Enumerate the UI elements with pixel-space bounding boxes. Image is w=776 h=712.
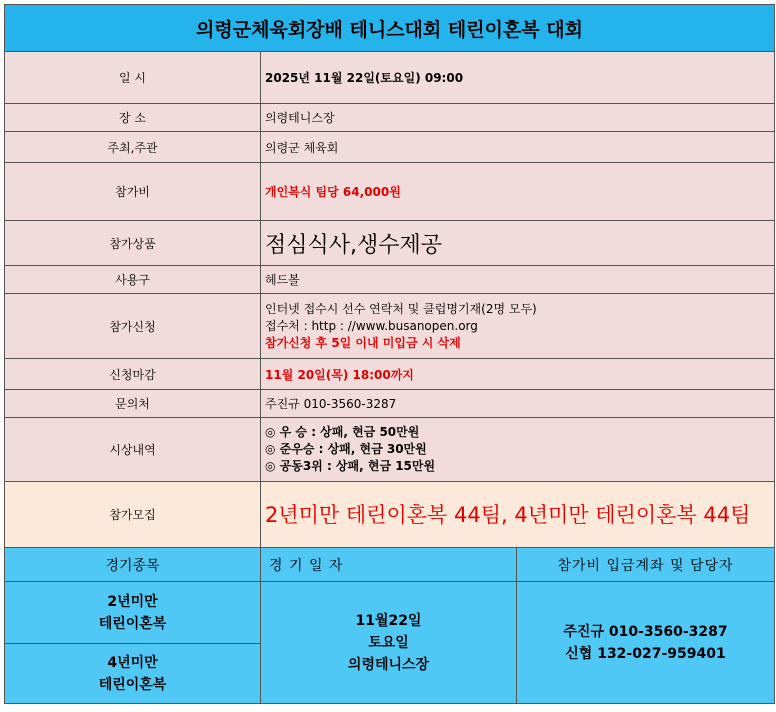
account-header: 참가비 입금계좌 및 담당자 (517, 548, 775, 582)
host-value: 의령군 체육회 (261, 132, 775, 163)
ball-row (5, 266, 775, 294)
contact-row (5, 390, 775, 418)
account-number: 신협 132-027-959401 (565, 645, 726, 662)
deadline-row (5, 359, 775, 390)
date-label: 일 시 (5, 52, 261, 104)
venue-row (5, 104, 775, 132)
ball-value: 헤드볼 (261, 266, 775, 294)
ball-label: 사용구 (5, 266, 261, 294)
contact-value: 주진규 010-3560-3287 (261, 390, 775, 418)
page-title: 의령군체육회장배 테니스대회 테린이혼복 대회 (5, 5, 775, 52)
recruit-row (5, 482, 775, 548)
match-date-cell (261, 582, 517, 704)
host-label: 주최,주관 (5, 132, 261, 163)
prize-value: 점심식사,생수제공 (261, 221, 775, 266)
account-cell (517, 582, 775, 704)
awards-label: 시상내역 (5, 418, 261, 482)
event-4yr-level: 4년미만 (107, 654, 158, 671)
venue-label: 장 소 (5, 104, 261, 132)
apply-instruction: 인터넷 접수시 선수 연락처 및 클럽명기재(2명 모두) (265, 301, 537, 316)
contact-label: 문의처 (5, 390, 261, 418)
recruit-value: 2년미만 테린이혼복 44팀, 4년미만 테린이혼복 44팀 (261, 482, 775, 548)
award-first: ◎ 우 승 : 상패, 현금 50만원 (265, 425, 420, 439)
apply-website: 접수처 : http : //www.busanopen.org (265, 318, 478, 333)
apply-row (5, 294, 775, 359)
match-date: 11월22일 (355, 612, 422, 629)
event-2yr-type: 테린이혼복 (98, 615, 167, 632)
date-value: 2025년 11월 22일(토요일) 09:00 (261, 52, 775, 104)
awards-row (5, 418, 775, 482)
deadline-value: 11월 20일(목) 18:00까지 (261, 359, 775, 390)
event-header: 경기종목 (5, 548, 261, 582)
deadline-label: 신청마감 (5, 359, 261, 390)
date-row (5, 52, 775, 104)
apply-warning: 참가신청 후 5일 이내 미입금 시 삭제 (265, 335, 461, 350)
apply-value (261, 294, 775, 359)
event-2yr (5, 582, 261, 644)
tournament-info-table (4, 4, 775, 704)
match-date-header: 경 기 일 자 (261, 548, 517, 582)
schedule-row-1 (5, 582, 775, 644)
account-manager: 주진규 010-3560-3287 (563, 623, 728, 640)
fee-value: 개인복식 팀당 64,000원 (261, 163, 775, 221)
event-4yr-type: 테린이혼복 (98, 676, 167, 693)
award-third: ◎ 공동3위 : 상패, 현금 15만원 (265, 459, 436, 473)
awards-value (261, 418, 775, 482)
match-weekday: 토요일 (368, 634, 409, 651)
venue-value: 의령테니스장 (261, 104, 775, 132)
prize-row (5, 221, 775, 266)
schedule-header-row (5, 548, 775, 582)
match-venue: 의령테니스장 (347, 656, 430, 673)
apply-label: 참가신청 (5, 294, 261, 359)
fee-row (5, 163, 775, 221)
host-row (5, 132, 775, 163)
event-4yr (5, 644, 261, 704)
fee-label: 참가비 (5, 163, 261, 221)
award-second: ◎ 준우승 : 상패, 현금 30만원 (265, 442, 427, 456)
title-row (5, 5, 775, 52)
event-2yr-level: 2년미만 (107, 593, 158, 610)
recruit-label: 참가모집 (5, 482, 261, 548)
prize-label: 참가상품 (5, 221, 261, 266)
